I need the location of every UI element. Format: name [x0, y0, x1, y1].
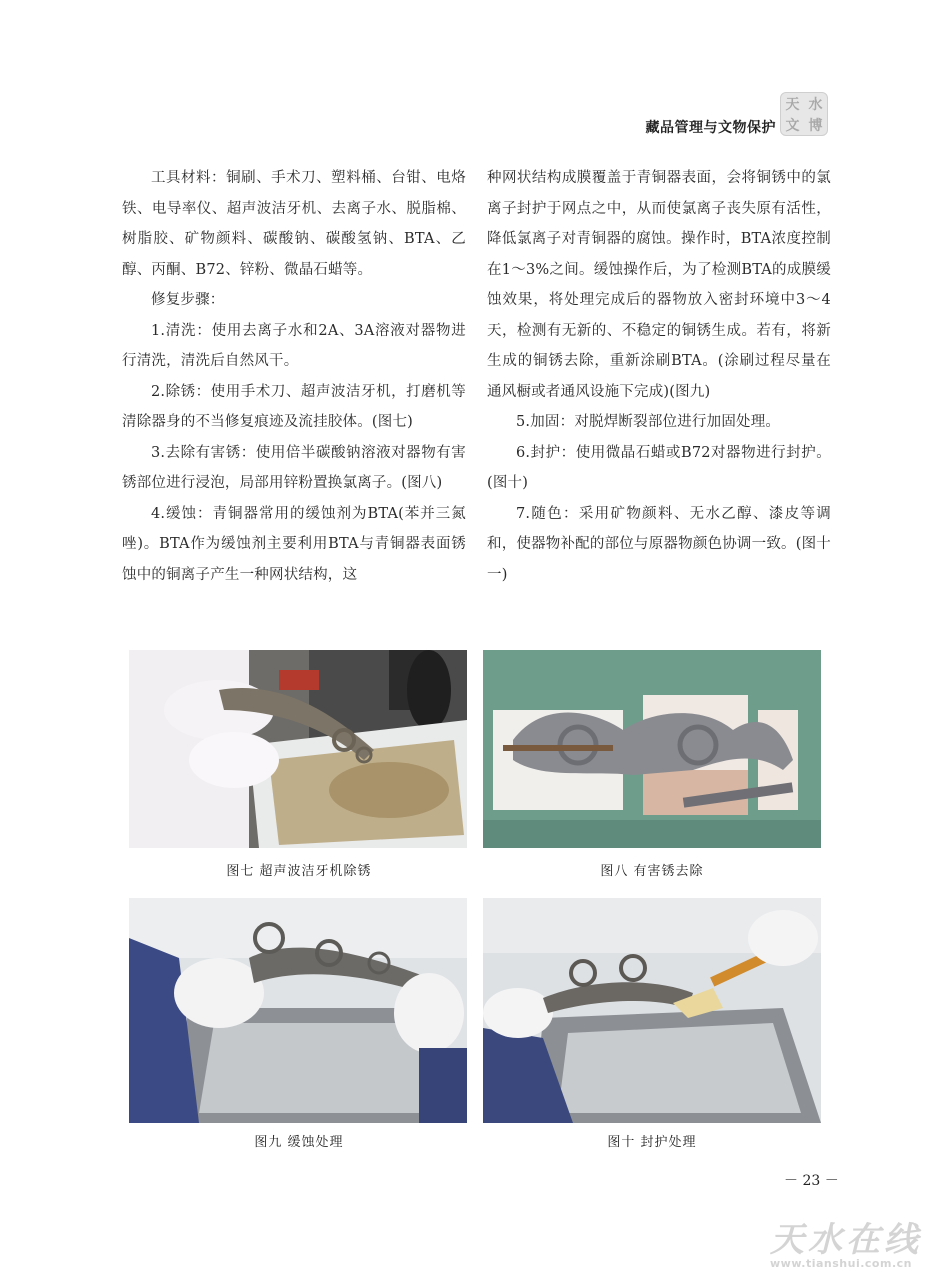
- figure-10-photo: [483, 898, 821, 1123]
- watermark-url: www.tianshui.com.cn: [770, 1257, 912, 1270]
- figure-8-caption: 图八 有害锈去除: [600, 864, 704, 879]
- watermark-text: 天水在线: [770, 1220, 922, 1260]
- paragraph-materials: 工具材料：铜刷、手术刀、塑料桶、台钳、电烙铁、电导率仪、超声波洁牙机、去离子水、脱脂棉、树脂胶、矿物颜料、碳酸钠、碳酸氢钠、BTA、乙醇、丙酮、B72、锌粉、微晶石蜡等。: [122, 170, 466, 278]
- logo-char: 博: [808, 117, 823, 134]
- page-number: － 23 －: [784, 1173, 839, 1189]
- paragraph-steps-heading: 修复步骤：: [151, 292, 225, 308]
- journal-logo: [780, 92, 828, 136]
- figure-8-photo: [483, 650, 821, 848]
- paragraph-step-4: 4.缓蚀：青铜器常用的缓蚀剂为BTA(苯并三氮唑)。BTA作为缓蚀剂主要利用BTA与青铜器表面锈蚀中的铜离子产生一种网状结构，这: [122, 505, 466, 583]
- figure-7-photo: [129, 650, 467, 848]
- logo-char: 水: [808, 96, 823, 113]
- figure-10-caption: 图十 封护处理: [607, 1135, 697, 1150]
- paragraph-step-3: 3.去除有害锈：使用倍半碳酸钠溶液对器物有害锈部位进行浸泡，局部用锌粉置换氯离子。(图八): [122, 444, 466, 491]
- paragraph-step-7: 7.随色：采用矿物颜料、无水乙醇、漆皮等调和，使器物补配的部位与原器物颜色协调一致。(图十一): [487, 505, 831, 583]
- logo-char: 文: [785, 117, 800, 134]
- paragraph-step-6: 6.封护：使用微晶石蜡或B72对器物进行封护。(图十): [487, 444, 831, 491]
- left-text-column: [122, 163, 466, 590]
- paragraph-step-2: 2.除锈：使用手术刀、超声波洁牙机，打磨机等清除器身的不当修复痕迹及流挂胶体。(图七): [122, 383, 466, 430]
- figure-7-caption: 图七 超声波洁牙机除锈: [226, 864, 372, 879]
- right-text-column: [487, 163, 831, 590]
- figure-9-caption: 图九 缓蚀处理: [254, 1135, 344, 1150]
- paragraph-step-4-continued: 种网状结构成膜覆盖于青铜器表面，会将铜锈中的氯离子封护于网点之中，从而使氯离子丧失原有活性，降低氯离子对青铜器的腐蚀。操作时，BTA浓度控制在1～3%之间。缓蚀操作后，为了检测BTA的成膜缓蚀效果，将处理完成后的器物放入密封环境中3～4天，检测有无新的、不稳定的铜锈生成。若有，将新生成的铜锈去除，重新涂刷BTA。(涂刷过程尽量在通风橱或者通风设施下完成)(图九): [487, 170, 831, 400]
- figure-9-photo: [129, 898, 467, 1123]
- logo-char: 天: [785, 96, 800, 113]
- paragraph-step-5: 5.加固：对脱焊断裂部位进行加固处理。: [516, 414, 781, 430]
- site-watermark: [770, 1212, 945, 1274]
- section-title: 藏品管理与文物保护: [645, 120, 776, 136]
- paragraph-step-1: 1.清洗：使用去离子水和2A、3A溶液对器物进行清洗，清洗后自然风干。: [122, 322, 466, 369]
